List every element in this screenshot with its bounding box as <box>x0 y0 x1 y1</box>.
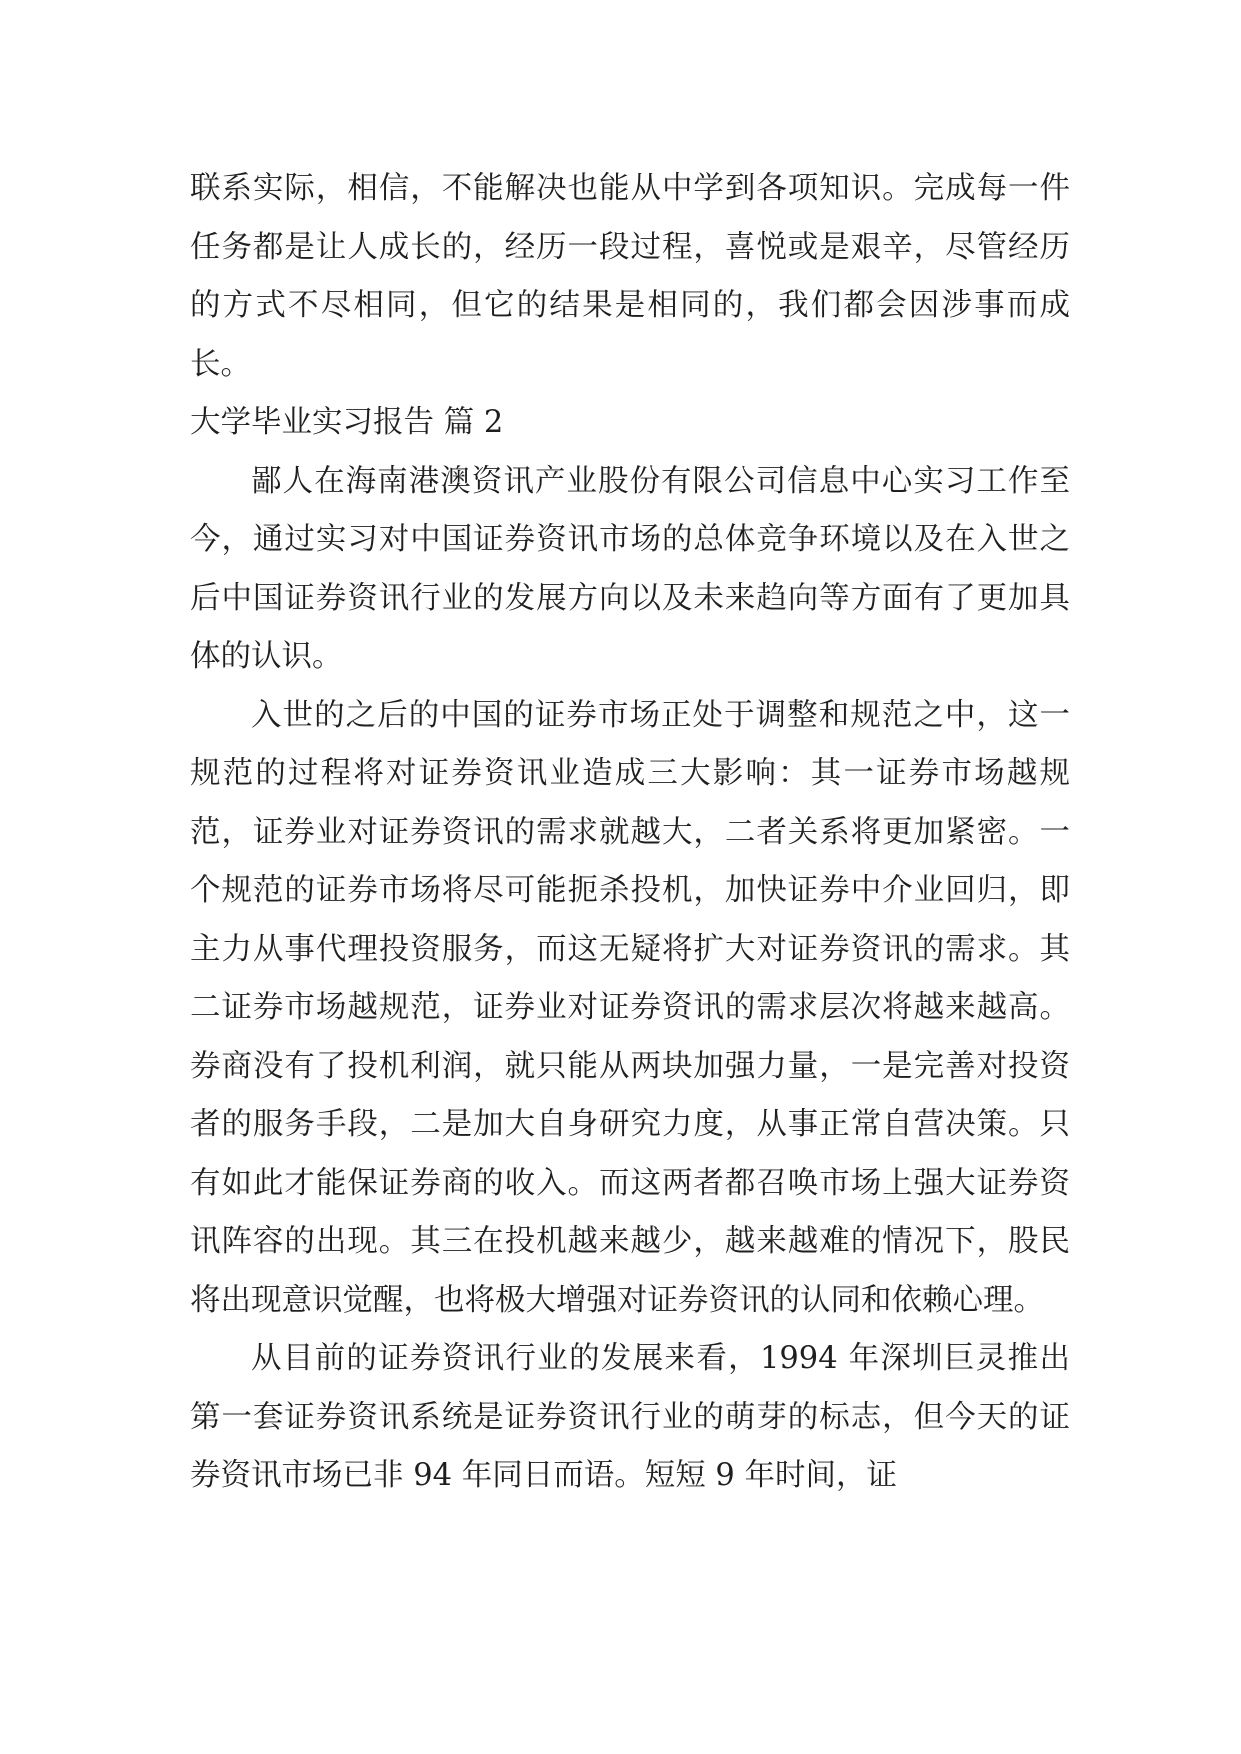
paragraph-continued: 联系实际，相信，不能解决也能从中学到各项知识。完成每一件任务都是让人成长的，经历一段过程，喜悦或是艰辛，尽管经历的方式不尽相同，但它的结果是相同的，我们都会因涉事而成长。 <box>190 171 1070 382</box>
paragraph: 入世的之后的中国的证券市场正处于调整和规范之中，这一规范的过程将对证券资讯业造成三大影响：其一证券市场越规范，证券业对证券资讯的需求就越大，二者关系将更加紧密。一个规范的证券市场将尽可能扼杀投机，加快证券中介业回归，即主力从事代理投资服务，而这无疑将扩大对证券资讯的需求。其二证券市场越规范，证券业对证券资讯的需求层次将越来越高。券商没有了投机利润，就只能从两块加强力量，一是完善对投资者的服务手段，二是加大自身研究力度，从事正常自营决策。只有如此才能保证券商的收入。而这两者都召唤市场上强大证券资讯阵容的出现。其三在投机越来越少，越来越难的情况下，股民将出现意识觉醒，也将极大增强对证券资讯的认同和依赖心理。 <box>190 697 1070 1318</box>
paragraph: 从目前的证券资讯行业的发展来看，1994 年深圳巨灵推出第一套证券资讯系统是证券资讯行业的萌芽的标志，但今天的证券资讯市场已非 94 年同日而语。短短 9 年时间，证 <box>190 1341 1070 1493</box>
section-title: 大学毕业实习报告 篇 2 <box>190 405 504 440</box>
paragraph: 鄙人在海南港澳资讯产业股份有限公司信息中心实习工作至今，通过实习对中国证券资讯市场的总体竞争环境以及在入世之后中国证券资讯行业的发展方向以及未来趋向等方面有了更加具体的认识。 <box>190 463 1070 674</box>
document-body <box>190 160 1070 1506</box>
